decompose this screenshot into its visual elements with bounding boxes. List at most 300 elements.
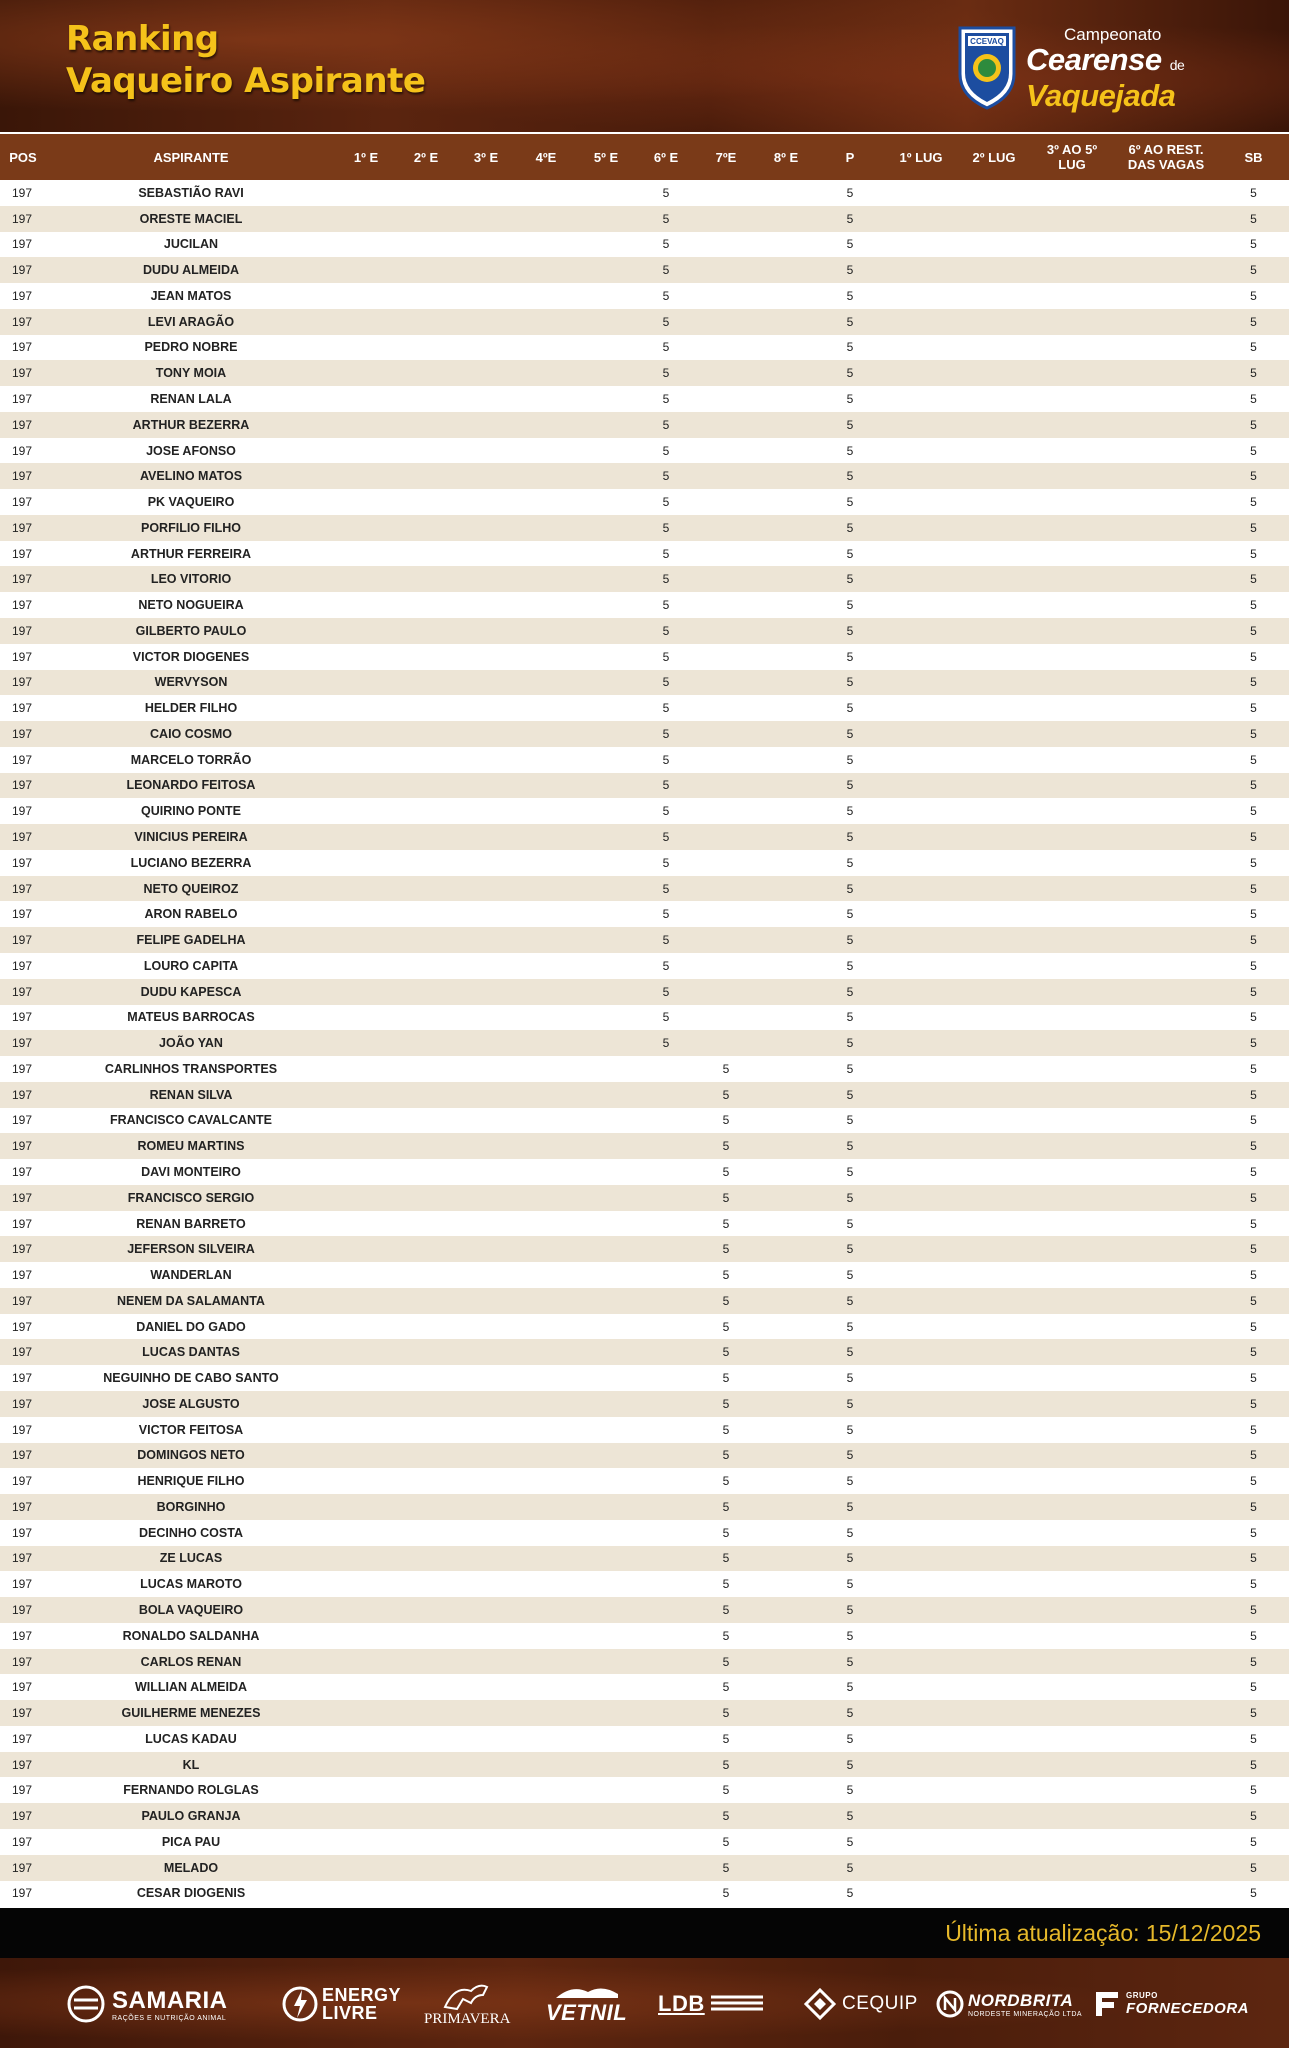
score-cell <box>456 1649 516 1675</box>
score-cell <box>1030 438 1114 464</box>
score-cell <box>576 1417 636 1443</box>
score-cell: 5 <box>1218 901 1289 927</box>
score-cell <box>396 206 456 232</box>
table-row <box>0 335 1289 361</box>
name-cell: LEONARDO FEITOSA <box>46 773 336 799</box>
score-cell: 5 <box>1218 541 1289 567</box>
score-cell <box>456 927 516 953</box>
score-cell <box>1030 1777 1114 1803</box>
name-cell: RENAN LALA <box>46 386 336 412</box>
column-header: 6º E <box>636 133 696 180</box>
name-cell: CAIO COSMO <box>46 721 336 747</box>
score-cell <box>396 412 456 438</box>
sponsor-name: NORDBRITA <box>968 1990 1074 2010</box>
score-cell <box>1114 232 1218 258</box>
score-cell <box>884 412 958 438</box>
score-cell: 5 <box>636 979 696 1005</box>
score-cell <box>958 541 1030 567</box>
score-cell <box>696 618 756 644</box>
score-cell <box>1114 747 1218 773</box>
name-cell: BOLA VAQUEIRO <box>46 1597 336 1623</box>
score-cell: 5 <box>696 1468 756 1494</box>
score-cell: 5 <box>1218 1597 1289 1623</box>
score-cell <box>456 206 516 232</box>
score-cell <box>336 618 396 644</box>
score-cell <box>576 850 636 876</box>
score-cell <box>884 1623 958 1649</box>
table-row <box>0 1546 1289 1572</box>
table-row <box>0 1082 1289 1108</box>
score-cell <box>958 1571 1030 1597</box>
score-cell <box>756 592 816 618</box>
table-row <box>0 1623 1289 1649</box>
score-cell <box>576 1726 636 1752</box>
score-cell: 5 <box>1218 1546 1289 1572</box>
score-cell <box>336 1546 396 1572</box>
score-cell <box>756 566 816 592</box>
score-cell <box>456 438 516 464</box>
score-cell: 5 <box>1218 798 1289 824</box>
position-cell: 197 <box>0 206 46 232</box>
score-cell <box>1030 566 1114 592</box>
position-cell: 197 <box>0 1597 46 1623</box>
score-cell <box>958 206 1030 232</box>
score-cell <box>1030 1803 1114 1829</box>
score-cell <box>456 644 516 670</box>
cequip-logo-icon <box>804 1988 836 2020</box>
score-cell: 5 <box>696 1803 756 1829</box>
score-cell <box>1114 1468 1218 1494</box>
score-cell <box>884 1365 958 1391</box>
score-cell: 5 <box>816 979 884 1005</box>
table-row <box>0 1597 1289 1623</box>
score-cell <box>516 901 576 927</box>
score-cell <box>958 927 1030 953</box>
score-cell: 5 <box>816 1777 884 1803</box>
score-cell <box>884 1288 958 1314</box>
score-cell <box>576 953 636 979</box>
score-cell <box>396 927 456 953</box>
score-cell <box>756 309 816 335</box>
score-cell: 5 <box>816 1030 884 1056</box>
score-cell <box>396 1133 456 1159</box>
score-cell <box>756 386 816 412</box>
score-cell <box>336 541 396 567</box>
score-cell <box>756 541 816 567</box>
score-cell <box>456 1881 516 1907</box>
score-cell <box>516 1520 576 1546</box>
score-cell <box>1114 798 1218 824</box>
score-cell <box>756 463 816 489</box>
position-cell: 197 <box>0 1108 46 1134</box>
column-header: 7ºE <box>696 133 756 180</box>
score-cell <box>456 1314 516 1340</box>
name-cell: MELADO <box>46 1855 336 1881</box>
score-cell <box>516 360 576 386</box>
score-cell <box>1114 1623 1218 1649</box>
score-cell <box>336 747 396 773</box>
score-cell <box>756 876 816 902</box>
table-row <box>0 1030 1289 1056</box>
score-cell: 5 <box>636 412 696 438</box>
score-cell <box>516 1108 576 1134</box>
score-cell: 5 <box>1218 1443 1289 1469</box>
score-cell: 5 <box>816 1674 884 1700</box>
score-cell: 5 <box>816 1881 884 1907</box>
column-header: 2º E <box>396 133 456 180</box>
table-row <box>0 901 1289 927</box>
score-cell: 5 <box>816 798 884 824</box>
score-cell <box>396 309 456 335</box>
score-cell <box>516 1752 576 1778</box>
score-cell <box>456 747 516 773</box>
score-cell <box>1114 1159 1218 1185</box>
vetnil-mark <box>546 1982 627 2026</box>
score-cell <box>396 566 456 592</box>
position-cell: 197 <box>0 1700 46 1726</box>
score-cell <box>516 232 576 258</box>
score-cell <box>576 1494 636 1520</box>
score-cell: 5 <box>636 489 696 515</box>
score-cell: 5 <box>696 1494 756 1520</box>
score-cell <box>884 541 958 567</box>
score-cell <box>756 1082 816 1108</box>
brand-big <box>1026 44 1184 81</box>
score-cell <box>958 180 1030 206</box>
score-cell: 5 <box>696 1417 756 1443</box>
score-cell: 5 <box>816 1211 884 1237</box>
score-cell <box>516 463 576 489</box>
score-cell: 5 <box>816 1803 884 1829</box>
score-cell <box>958 1211 1030 1237</box>
shield-text: CCEVAQ <box>970 37 1004 46</box>
score-cell: 5 <box>636 335 696 361</box>
score-cell <box>884 438 958 464</box>
name-cell: DECINHO COSTA <box>46 1520 336 1546</box>
table-row <box>0 1494 1289 1520</box>
table-row <box>0 386 1289 412</box>
score-cell <box>396 1082 456 1108</box>
position-cell: 197 <box>0 1803 46 1829</box>
score-cell <box>396 695 456 721</box>
score-cell <box>396 1803 456 1829</box>
score-cell <box>696 206 756 232</box>
score-cell <box>576 901 636 927</box>
score-cell <box>636 1726 696 1752</box>
column-header: 2º LUG <box>958 133 1030 180</box>
score-cell <box>336 927 396 953</box>
score-cell <box>336 670 396 696</box>
table-row <box>0 876 1289 902</box>
score-cell <box>884 927 958 953</box>
name-cell: DUDU ALMEIDA <box>46 257 336 283</box>
score-cell: 5 <box>696 1365 756 1391</box>
table-row <box>0 773 1289 799</box>
score-cell <box>1030 1546 1114 1572</box>
score-cell <box>576 1339 636 1365</box>
score-cell <box>336 463 396 489</box>
score-cell <box>958 644 1030 670</box>
name-cell: NETO QUEIROZ <box>46 876 336 902</box>
score-cell <box>884 1726 958 1752</box>
score-cell <box>456 386 516 412</box>
score-cell <box>958 1623 1030 1649</box>
fornecedora-logo-icon <box>1092 1990 1122 2018</box>
position-cell: 197 <box>0 1288 46 1314</box>
score-cell <box>336 953 396 979</box>
score-cell <box>884 1597 958 1623</box>
score-cell: 5 <box>696 1391 756 1417</box>
score-cell <box>396 1726 456 1752</box>
name-cell: FELIPE GADELHA <box>46 927 336 953</box>
score-cell <box>516 283 576 309</box>
position-cell: 197 <box>0 283 46 309</box>
score-cell <box>576 1777 636 1803</box>
position-cell: 197 <box>0 721 46 747</box>
score-cell <box>336 824 396 850</box>
column-header: POS <box>0 133 46 180</box>
score-cell <box>756 1108 816 1134</box>
score-cell <box>336 979 396 1005</box>
score-cell: 5 <box>696 1752 756 1778</box>
score-cell <box>336 257 396 283</box>
score-cell: 5 <box>696 1339 756 1365</box>
score-cell <box>1030 1030 1114 1056</box>
score-cell <box>884 1881 958 1907</box>
score-cell <box>336 850 396 876</box>
table-row <box>0 618 1289 644</box>
score-cell <box>756 1597 816 1623</box>
score-cell: 5 <box>1218 876 1289 902</box>
position-cell: 197 <box>0 927 46 953</box>
score-cell <box>1114 1185 1218 1211</box>
score-cell <box>576 592 636 618</box>
score-cell <box>336 232 396 258</box>
position-cell: 197 <box>0 618 46 644</box>
name-cell: DAVI MONTEIRO <box>46 1159 336 1185</box>
score-cell <box>756 438 816 464</box>
position-cell: 197 <box>0 232 46 258</box>
position-cell: 197 <box>0 1649 46 1675</box>
position-cell: 197 <box>0 979 46 1005</box>
name-cell: VICTOR DIOGENES <box>46 644 336 670</box>
name-cell: MARCELO TORRÃO <box>46 747 336 773</box>
score-cell <box>516 1571 576 1597</box>
score-cell <box>884 1391 958 1417</box>
score-cell <box>576 335 636 361</box>
score-cell: 5 <box>1218 206 1289 232</box>
score-cell <box>696 979 756 1005</box>
score-cell <box>516 644 576 670</box>
score-cell <box>958 489 1030 515</box>
score-cell <box>696 541 756 567</box>
score-cell <box>576 438 636 464</box>
name-cell: PICA PAU <box>46 1829 336 1855</box>
score-cell <box>636 1056 696 1082</box>
score-cell: 5 <box>816 1159 884 1185</box>
score-cell <box>884 1133 958 1159</box>
score-cell <box>336 1056 396 1082</box>
score-cell <box>696 283 756 309</box>
score-cell <box>1114 1339 1218 1365</box>
name-cell: CESAR DIOGENIS <box>46 1881 336 1907</box>
score-cell <box>1114 1133 1218 1159</box>
position-cell: 197 <box>0 670 46 696</box>
score-cell <box>516 515 576 541</box>
score-cell <box>396 824 456 850</box>
score-cell <box>336 1649 396 1675</box>
score-cell: 5 <box>816 1443 884 1469</box>
name-cell: HENRIQUE FILHO <box>46 1468 336 1494</box>
score-cell: 5 <box>1218 850 1289 876</box>
score-cell: 5 <box>816 1365 884 1391</box>
score-cell <box>884 1829 958 1855</box>
table-row <box>0 592 1289 618</box>
score-cell: 5 <box>636 463 696 489</box>
position-cell: 197 <box>0 1236 46 1262</box>
primavera-horse-logo-icon <box>437 1981 497 2011</box>
table-row <box>0 1005 1289 1031</box>
score-cell <box>756 257 816 283</box>
score-cell <box>1114 773 1218 799</box>
score-cell: 5 <box>816 927 884 953</box>
score-cell <box>958 1855 1030 1881</box>
name-cell: RENAN BARRETO <box>46 1211 336 1237</box>
score-cell <box>516 1494 576 1520</box>
score-cell <box>884 283 958 309</box>
score-cell <box>696 1005 756 1031</box>
score-cell: 5 <box>1218 824 1289 850</box>
score-cell <box>756 721 816 747</box>
score-cell <box>1114 257 1218 283</box>
score-cell <box>396 1030 456 1056</box>
score-cell <box>884 824 958 850</box>
score-cell: 5 <box>696 1829 756 1855</box>
score-cell <box>636 1700 696 1726</box>
score-cell <box>958 360 1030 386</box>
score-cell: 5 <box>696 1236 756 1262</box>
position-cell: 197 <box>0 541 46 567</box>
score-cell: 5 <box>816 670 884 696</box>
score-cell <box>756 901 816 927</box>
score-cell: 5 <box>1218 644 1289 670</box>
score-cell <box>576 1829 636 1855</box>
position-cell: 197 <box>0 798 46 824</box>
score-cell <box>516 1082 576 1108</box>
score-cell <box>756 1030 816 1056</box>
brand-text <box>1026 26 1184 111</box>
column-header: P <box>816 133 884 180</box>
page-title <box>66 18 425 102</box>
score-cell: 5 <box>696 1262 756 1288</box>
name-cell: NEGUINHO DE CABO SANTO <box>46 1365 336 1391</box>
score-cell: 5 <box>816 1829 884 1855</box>
score-cell: 5 <box>636 515 696 541</box>
table-row <box>0 1443 1289 1469</box>
score-cell <box>456 1262 516 1288</box>
score-cell <box>884 1468 958 1494</box>
score-cell <box>958 1005 1030 1031</box>
name-cell: FRANCISCO CAVALCANTE <box>46 1108 336 1134</box>
score-cell <box>516 1417 576 1443</box>
score-cell: 5 <box>816 1468 884 1494</box>
score-cell: 5 <box>816 1056 884 1082</box>
score-cell: 5 <box>816 1597 884 1623</box>
score-cell: 5 <box>816 515 884 541</box>
position-cell: 197 <box>0 1726 46 1752</box>
score-cell <box>396 1056 456 1082</box>
score-cell <box>396 438 456 464</box>
score-cell: 5 <box>1218 1494 1289 1520</box>
score-cell <box>756 1494 816 1520</box>
score-cell <box>576 1752 636 1778</box>
score-cell <box>516 1314 576 1340</box>
score-cell <box>1030 412 1114 438</box>
score-cell <box>516 798 576 824</box>
score-cell <box>336 721 396 747</box>
score-cell <box>884 1674 958 1700</box>
score-cell <box>396 335 456 361</box>
score-cell <box>456 1803 516 1829</box>
score-cell <box>756 1855 816 1881</box>
score-cell <box>958 1133 1030 1159</box>
score-cell: 5 <box>696 1881 756 1907</box>
score-cell <box>576 979 636 1005</box>
score-cell <box>1114 566 1218 592</box>
score-cell: 5 <box>636 180 696 206</box>
score-cell <box>1114 644 1218 670</box>
table-row <box>0 1468 1289 1494</box>
score-cell <box>456 1443 516 1469</box>
score-cell: 5 <box>816 876 884 902</box>
score-cell: 5 <box>636 1030 696 1056</box>
score-cell <box>696 489 756 515</box>
score-cell <box>958 1597 1030 1623</box>
score-cell <box>396 1777 456 1803</box>
score-cell <box>396 541 456 567</box>
score-cell <box>1030 1597 1114 1623</box>
position-cell: 197 <box>0 1468 46 1494</box>
score-cell <box>884 695 958 721</box>
score-cell <box>1030 1262 1114 1288</box>
score-cell <box>958 1777 1030 1803</box>
score-cell <box>756 1159 816 1185</box>
name-cell: FERNANDO ROLGLAS <box>46 1777 336 1803</box>
score-cell <box>516 721 576 747</box>
score-cell <box>336 1236 396 1262</box>
table-row <box>0 721 1289 747</box>
score-cell <box>958 515 1030 541</box>
score-cell <box>516 1855 576 1881</box>
score-cell <box>756 283 816 309</box>
score-cell <box>456 1030 516 1056</box>
name-cell: VICTOR FEITOSA <box>46 1417 336 1443</box>
score-cell <box>1030 1417 1114 1443</box>
score-cell: 5 <box>816 1700 884 1726</box>
score-cell <box>336 566 396 592</box>
score-cell: 5 <box>1218 1005 1289 1031</box>
score-cell <box>756 1443 816 1469</box>
score-cell: 5 <box>816 309 884 335</box>
samaria-text <box>112 1987 228 2022</box>
score-cell: 5 <box>696 1443 756 1469</box>
championship-brand <box>956 22 1266 114</box>
table-row <box>0 1236 1289 1262</box>
score-cell: 5 <box>1218 618 1289 644</box>
column-header: ASPIRANTE <box>46 133 336 180</box>
score-cell <box>1114 1803 1218 1829</box>
table-row <box>0 180 1289 206</box>
